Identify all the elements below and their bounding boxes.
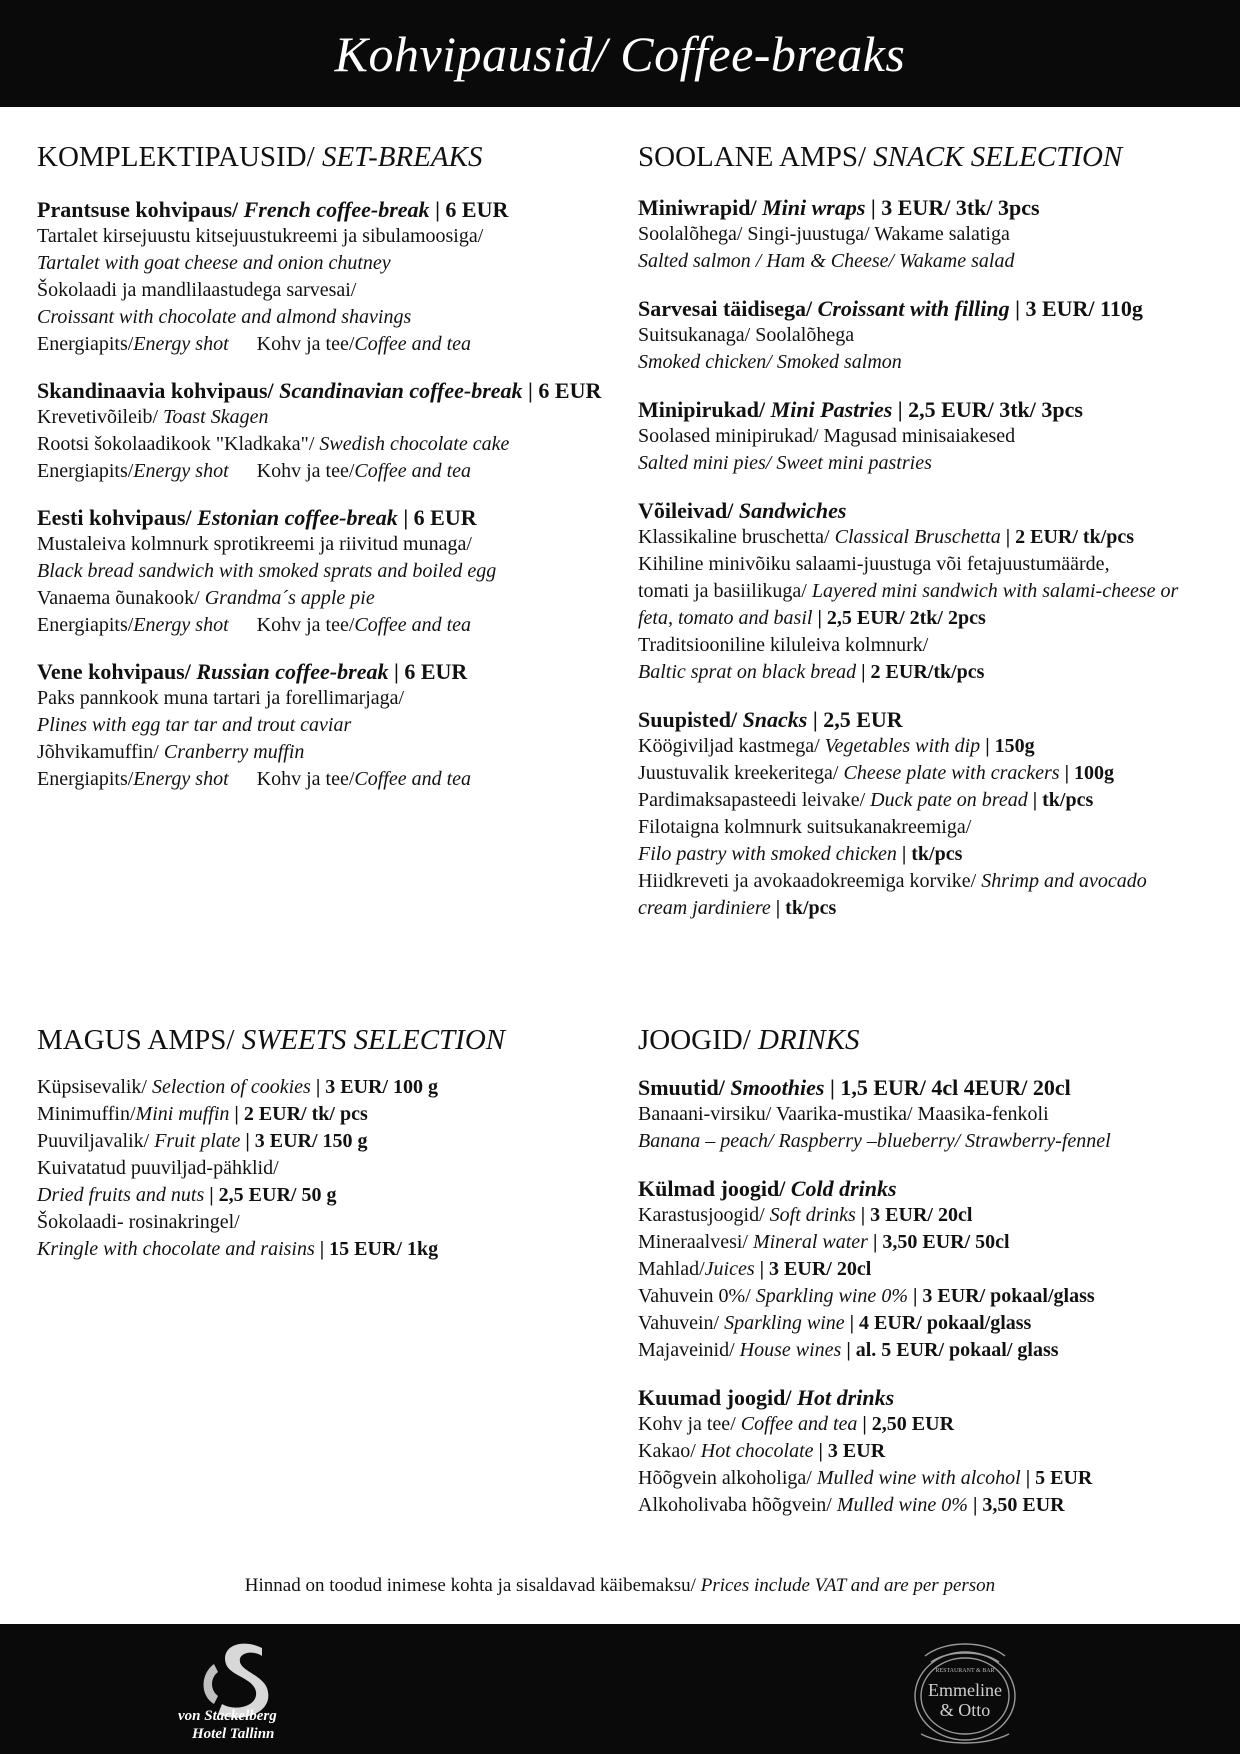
item-heading (638, 396, 1218, 423)
drink-item (638, 1074, 1218, 1155)
set-break-item (37, 377, 627, 485)
item-heading (37, 504, 627, 531)
menu-line (37, 250, 627, 277)
item-text-et: tomati ja basiilikuga/ (638, 580, 812, 602)
menu-line (638, 814, 1218, 841)
coffee-tea-en: Coffee and tea (354, 333, 472, 355)
item-text-en: Selection of cookies (152, 1076, 311, 1098)
item-price: | 6 EUR (397, 505, 477, 530)
item-text-en: Filo pastry with smoked chicken (638, 843, 897, 865)
item-text-en: Soft drinks (769, 1204, 856, 1226)
page-title: Kohvipausid/ Coffee-breaks (334, 25, 906, 82)
coffee-tea-en: Coffee and tea (354, 614, 472, 636)
snacks-section (638, 139, 1218, 922)
menu-line (37, 331, 627, 358)
item-heading (37, 196, 627, 223)
item-text-et: Jõhvikamuffin/ (37, 741, 164, 763)
coffee-tea-et: Kohv ja tee/ (256, 768, 355, 790)
item-heading (638, 194, 1218, 221)
item-price: | 2,5 EUR (807, 707, 903, 732)
section-title: KOMPLEKTIPAUSID/ SET-BREAKS (37, 141, 483, 173)
menu-line (638, 1465, 1218, 1492)
drinks-section (638, 1022, 1218, 1519)
emmeline-otto-logo (895, 1636, 1035, 1746)
item-price: | 3 EUR/ 3tk/ 3pcs (865, 195, 1040, 220)
item-text-en: Mulled wine with alcohol (816, 1467, 1021, 1489)
section-title: MAGUS AMPS/ SWEETS SELECTION (37, 1024, 506, 1056)
item-price: | tk/pcs (1027, 789, 1094, 811)
menu-line (37, 1182, 627, 1209)
energy-shot-en: Energy shot (133, 333, 229, 355)
energy-shot-en: Energy shot (133, 614, 229, 636)
menu-line (638, 349, 1218, 376)
item-price: | 3,50 EUR/ 50cl (867, 1231, 1010, 1253)
menu-line (638, 423, 1218, 450)
item-price: | 2,5 EUR/ 2tk/ 2pcs (812, 607, 986, 629)
item-text-en: Croissant with chocolate and almond shavings (37, 306, 412, 328)
menu-line (37, 531, 627, 558)
item-text-en: Mini muffin (135, 1103, 230, 1125)
menu-line (37, 1209, 627, 1236)
menu-line (638, 659, 1218, 686)
item-price: | 3 EUR/ pokaal/glass (907, 1285, 1095, 1307)
item-text-et: Soolased minipirukad/ Magusad minisaiakesed (638, 425, 1016, 447)
item-text-en: Salted mini pies/ Sweet mini pastries (638, 452, 932, 474)
item-text-en: Banana – peach/ Raspberry –blueberry/ Strawberry-fennel (638, 1130, 1111, 1152)
item-text-en: Duck pate on bread (870, 789, 1028, 811)
item-text-et: Pardimaksapasteedi leivake/ (638, 789, 871, 811)
item-price: | 2,5 EUR/ 3tk/ 3pcs (892, 397, 1083, 422)
item-name-et: Kuumad joogid/ (638, 1385, 797, 1410)
menu-line (37, 404, 627, 431)
menu-line (37, 739, 627, 766)
page-header (0, 0, 1240, 107)
item-price: | 3 EUR/ 150 g (240, 1130, 368, 1152)
menu-line (638, 551, 1218, 578)
item-name-et: Võileivad/ (638, 498, 739, 523)
item-text-en: feta, tomato and basil (638, 607, 813, 629)
stackelberg-logo-name: von Stackelberg (178, 1708, 277, 1724)
snack-item (638, 706, 1218, 922)
coffee-tea-et: Kohv ja tee/ (256, 614, 355, 636)
menu-line (638, 1101, 1218, 1128)
coffee-tea-en: Coffee and tea (354, 460, 472, 482)
item-name-et: Minipirukad/ (638, 397, 771, 422)
item-price: | 2 EUR/tk/pcs (856, 661, 985, 683)
item-name-en: Mini Pastries (770, 397, 893, 422)
coffee-tea-et: Kohv ja tee/ (256, 460, 355, 482)
item-price: | 3 EUR/ 20cl (754, 1258, 872, 1280)
item-text-et: Köögiviljad kastmega/ (638, 735, 825, 757)
item-text-et: Šokolaadi- rosinakringel/ (37, 1211, 240, 1233)
item-text-en: Kringle with chocolate and raisins (37, 1238, 315, 1260)
menu-line (37, 1074, 627, 1101)
item-price: | 2 EUR/ tk/pcs (1000, 526, 1135, 548)
item-heading (638, 497, 1218, 524)
menu-line (638, 760, 1218, 787)
item-text-et: Mustaleiva kolmnurk sprotikreemi ja riivitud munaga/ (37, 533, 472, 555)
stackelberg-logo-subtitle: Hotel Tallinn (192, 1726, 275, 1742)
item-name-en: Cold drinks (790, 1176, 897, 1201)
item-text-en: Classical Bruschetta (834, 526, 1001, 548)
set-break-item (37, 658, 627, 793)
item-text-en: Toast Skagen (163, 406, 269, 428)
item-name-et: Skandinaavia kohvipaus/ (37, 378, 280, 403)
menu-line (37, 1155, 627, 1182)
item-text-en: Shrimp and avocado (981, 870, 1147, 892)
item-text-et: Traditsiooniline kiluleiva kolmnurk/ (638, 634, 929, 656)
section-title: SOOLANE AMPS/ SNACK SELECTION (638, 141, 1123, 173)
coffee-tea-en: Coffee and tea (354, 768, 472, 790)
item-text-et: Kihiline minivõiku salaami-juustuga või fetajuustumäärde, (638, 553, 1110, 575)
item-text-et: Tartalet kirsejuustu kitsejuustukreemi ja sibulamoosiga/ (37, 225, 484, 247)
menu-line (638, 895, 1218, 922)
menu-line (638, 1283, 1218, 1310)
menu-line (638, 1202, 1218, 1229)
item-text-en: Salted salmon / Ham & Cheese/ Wakame salad (638, 250, 1015, 272)
menu-line (37, 585, 627, 612)
item-price: | 4 EUR/ pokaal/glass (844, 1312, 1032, 1334)
item-text-et: Hiidkreveti ja avokaadokreemiga korvike/ (638, 870, 982, 892)
item-text-en: Juices (704, 1258, 755, 1280)
menu-line (638, 605, 1218, 632)
menu-line (37, 712, 627, 739)
item-text-en: Grandma´s apple pie (204, 587, 375, 609)
item-price: | 6 EUR (522, 378, 602, 403)
item-price: | 3 EUR/ 20cl (855, 1204, 973, 1226)
item-text-en: Baltic sprat on black bread (638, 661, 857, 683)
item-name-et: Suupisted/ (638, 707, 743, 732)
item-text-en: Plines with egg tar tar and trout caviar (37, 714, 352, 736)
menu-line (37, 431, 627, 458)
item-price: | 3 EUR/ 110g (1009, 296, 1143, 321)
item-heading (638, 1074, 1218, 1101)
item-text-en: cream jardiniere (638, 897, 771, 919)
stackelberg-logo (170, 1634, 310, 1746)
item-text-en: Hot chocolate (700, 1440, 814, 1462)
set-break-item (37, 504, 627, 639)
item-price: | 5 EUR (1020, 1467, 1093, 1489)
item-text-et: Küpsisevalik/ (37, 1076, 152, 1098)
coffee-tea-et: Kohv ja tee/ (256, 333, 355, 355)
set-breaks-section (37, 139, 627, 793)
item-price: | 3,50 EUR (967, 1494, 1065, 1516)
menu-line (638, 1492, 1218, 1519)
item-text-et: Banaani-virsiku/ Vaarika-mustika/ Maasika-fenkoli (638, 1103, 1049, 1125)
menu-line (638, 1310, 1218, 1337)
item-text-et: Paks pannkook muna tartari ja forellimarjaga/ (37, 687, 405, 709)
energy-shot-et: Energiapits/ (37, 333, 134, 355)
logo-name: Emmeline (928, 1680, 1002, 1700)
menu-line (638, 1128, 1218, 1155)
item-name-et: Smuutid/ (638, 1075, 731, 1100)
item-text-en: Fruit plate (154, 1130, 241, 1152)
item-price: | 6 EUR (388, 659, 468, 684)
menu-line (37, 304, 627, 331)
item-heading (37, 377, 627, 404)
menu-line (638, 1411, 1218, 1438)
item-name-et: Miniwrapid/ (638, 195, 763, 220)
energy-shot-et: Energiapits/ (37, 614, 134, 636)
item-text-en: Vegetables with dip (824, 735, 981, 757)
item-text-et: Juustuvalik kreekeritega/ (638, 762, 844, 784)
menu-line (638, 524, 1218, 551)
item-text-et: Mineraalvesi/ (638, 1231, 753, 1253)
menu-line (638, 1438, 1218, 1465)
drink-item (638, 1175, 1218, 1364)
item-text-et: Kohv ja tee/ (638, 1413, 741, 1435)
item-price: | 150g (980, 735, 1035, 757)
menu-line (638, 322, 1218, 349)
item-name-en: Smoothies (730, 1075, 825, 1100)
snack-item (638, 396, 1218, 477)
snack-item (638, 497, 1218, 686)
menu-line (638, 733, 1218, 760)
logo-name-second: & Otto (939, 1700, 991, 1720)
item-text-et: Vahuvein/ (638, 1312, 725, 1334)
item-text-et: Klassikaline bruschetta/ (638, 526, 835, 548)
item-text-et: Rootsi šokolaadikook "Kladkaka"/ (37, 433, 320, 455)
item-text-et: Suitsukanaga/ Soolalõhega (638, 324, 855, 346)
item-price: | al. 5 EUR/ pokaal/ glass (841, 1339, 1059, 1361)
item-name-et: Eesti kohvipaus/ (37, 505, 198, 530)
item-text-et: Puuviljavalik/ (37, 1130, 155, 1152)
section-title: JOOGID/ DRINKS (638, 1024, 860, 1056)
item-heading (638, 1175, 1218, 1202)
item-price: | 100g (1059, 762, 1114, 784)
item-text-et: Alkoholivaba hõõgvein/ (638, 1494, 837, 1516)
item-name-et: Külmad joogid/ (638, 1176, 791, 1201)
item-price: | 3 EUR/ 100 g (310, 1076, 439, 1098)
item-text-en: Cheese plate with crackers (843, 762, 1060, 784)
menu-line (638, 632, 1218, 659)
energy-shot-et: Energiapits/ (37, 768, 134, 790)
item-name-en: Hot drinks (796, 1385, 895, 1410)
item-text-en: Mineral water (752, 1231, 868, 1253)
item-text-en: Dried fruits and nuts (37, 1184, 205, 1206)
item-price: | tk/pcs (770, 897, 837, 919)
item-text-et: Šokolaadi ja mandlilaastudega sarvesai/ (37, 279, 357, 301)
item-name-en: Russian coffee-break (196, 659, 389, 684)
set-break-item (37, 196, 627, 358)
menu-line (638, 868, 1218, 895)
item-price: | 2 EUR/ tk/ pcs (229, 1103, 368, 1125)
menu-line (638, 787, 1218, 814)
item-name-et: Vene kohvipaus/ (37, 659, 197, 684)
menu-line (638, 578, 1218, 605)
menu-line (638, 1337, 1218, 1364)
item-name-en: French coffee-break (243, 197, 430, 222)
item-text-et: Filotaigna kolmnurk suitsukanakreemiga/ (638, 816, 972, 838)
item-text-en: Sparkling wine (724, 1312, 845, 1334)
menu-line (37, 458, 627, 485)
item-text-et: Soolalõhega/ Singi-juustuga/ Wakame salatiga (638, 223, 1010, 245)
item-text-en: Cranberry muffin (163, 741, 305, 763)
item-text-et: Majaveinid/ (638, 1339, 740, 1361)
menu-line (37, 277, 627, 304)
item-text-en: Coffee and tea (740, 1413, 858, 1435)
item-text-en: Layered mini sandwich with salami-cheese or (811, 580, 1179, 602)
item-name-en: Mini wraps (762, 195, 866, 220)
menu-line (37, 223, 627, 250)
item-price: | 1,5 EUR/ 4cl 4EUR/ 20cl (824, 1075, 1071, 1100)
menu-line (37, 766, 627, 793)
menu-line (37, 685, 627, 712)
item-text-en: Black bread sandwich with smoked sprats and boiled egg (37, 560, 497, 582)
drink-item (638, 1384, 1218, 1519)
item-heading (638, 295, 1218, 322)
item-text-en: Sparkling wine 0% (755, 1285, 908, 1307)
menu-line (638, 1256, 1218, 1283)
item-text-et: Kakao/ (638, 1440, 701, 1462)
snack-item (638, 295, 1218, 376)
energy-shot-et: Energiapits/ (37, 460, 134, 482)
menu-line (638, 221, 1218, 248)
item-text-et: Minimuffin/ (37, 1103, 136, 1125)
item-text-en: House wines (739, 1339, 842, 1361)
item-text-et: Mahlad/ (638, 1258, 705, 1280)
item-text-et: Kuivatatud puuviljad-pähklid/ (37, 1157, 279, 1179)
item-price: | 3 EUR (813, 1440, 886, 1462)
item-text-et: Hõõgvein alkoholiga/ (638, 1467, 817, 1489)
sweets-section (37, 1022, 627, 1263)
item-text-et: Vahuvein 0%/ (638, 1285, 756, 1307)
item-heading (638, 1384, 1218, 1411)
item-price: | 2,5 EUR/ 50 g (204, 1184, 337, 1206)
item-text-en: Smoked chicken/ Smoked salmon (638, 351, 902, 373)
item-text-en: Tartalet with goat cheese and onion chutney (37, 252, 391, 274)
price-note: Hinnad on toodud inimese kohta ja sisaldavad käibemaksu/ Prices include VAT and are per person (244, 1575, 996, 1596)
energy-shot-en: Energy shot (133, 768, 229, 790)
item-heading (37, 658, 627, 685)
menu-line (37, 1128, 627, 1155)
item-name-et: Sarvesai täidisega/ (638, 296, 818, 321)
menu-line (638, 248, 1218, 275)
item-name-en: Snacks (742, 707, 808, 732)
menu-line (37, 612, 627, 639)
item-price: | 15 EUR/ 1kg (314, 1238, 439, 1260)
page-footer (0, 1624, 1240, 1754)
energy-shot-en: Energy shot (133, 460, 229, 482)
item-text-et: Krevetivõileib/ (37, 406, 164, 428)
menu-line (37, 1101, 627, 1128)
stackelberg-monogram-icon (204, 1644, 269, 1718)
item-name-en: Scandinavian coffee-break (279, 378, 523, 403)
item-text-et: Vanaema õunakook/ (37, 587, 205, 609)
item-name-en: Sandwiches (738, 498, 847, 523)
snack-item (638, 194, 1218, 275)
item-text-en: Mulled wine 0% (836, 1494, 968, 1516)
item-name-en: Estonian coffee-break (197, 505, 398, 530)
menu-line (638, 1229, 1218, 1256)
item-price: | tk/pcs (896, 843, 963, 865)
item-name-et: Prantsuse kohvipaus/ (37, 197, 244, 222)
item-heading (638, 706, 1218, 733)
logo-tagline: RESTAURANT & BAR (935, 1668, 995, 1674)
item-text-en: Swedish chocolate cake (319, 433, 510, 455)
item-text-et: Karastusjoogid/ (638, 1204, 770, 1226)
item-price: | 2,50 EUR (857, 1413, 955, 1435)
menu-line (638, 450, 1218, 477)
item-name-en: Croissant with filling (817, 296, 1010, 321)
menu-line (37, 558, 627, 585)
item-price: | 6 EUR (429, 197, 509, 222)
menu-line (638, 841, 1218, 868)
menu-line (37, 1236, 627, 1263)
